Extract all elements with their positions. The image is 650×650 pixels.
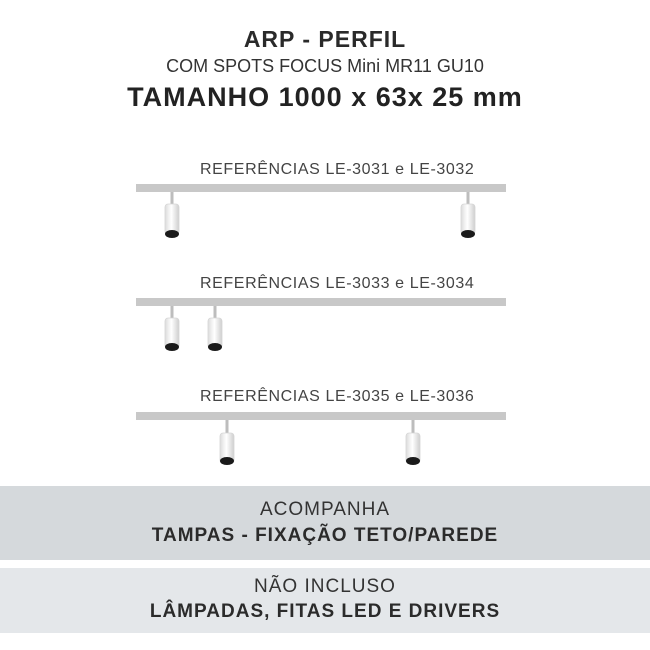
profile-3-bar	[136, 412, 506, 420]
product-title: ARP - PERFIL	[243, 26, 407, 52]
profile-2-spot-2	[208, 306, 222, 351]
product-dimensions: TAMANHO 1000 x 63x 25 mm	[127, 82, 523, 112]
profile-2-bar	[136, 298, 506, 306]
not-included-items: LÂMPADAS, FITAS LED E DRIVERS	[149, 601, 501, 622]
profile-3-spot-2	[406, 420, 420, 465]
product-subtitle: COM SPOTS FOCUS Mini MR11 GU10	[166, 56, 484, 76]
included-band	[0, 486, 650, 560]
not-included-heading: NÃO INCLUSO	[254, 576, 396, 597]
profile-1-label: REFERÊNCIAS LE-3031 e LE-3032	[200, 161, 475, 178]
not-included-band	[0, 568, 650, 633]
included-heading: ACOMPANHA	[259, 499, 391, 520]
profile-1-bar	[136, 184, 506, 192]
profile-3-label: REFERÊNCIAS LE-3035 e LE-3036	[200, 388, 475, 405]
profile-1-spot-2	[461, 192, 475, 238]
profile-1-spot-1	[165, 192, 179, 238]
profile-2-label: REFERÊNCIAS LE-3033 e LE-3034	[200, 275, 475, 292]
profile-2-spot-1	[165, 306, 179, 351]
included-items: TAMPAS - FIXAÇÃO TETO/PAREDE	[151, 525, 499, 546]
profile-3-spot-1	[220, 420, 234, 465]
